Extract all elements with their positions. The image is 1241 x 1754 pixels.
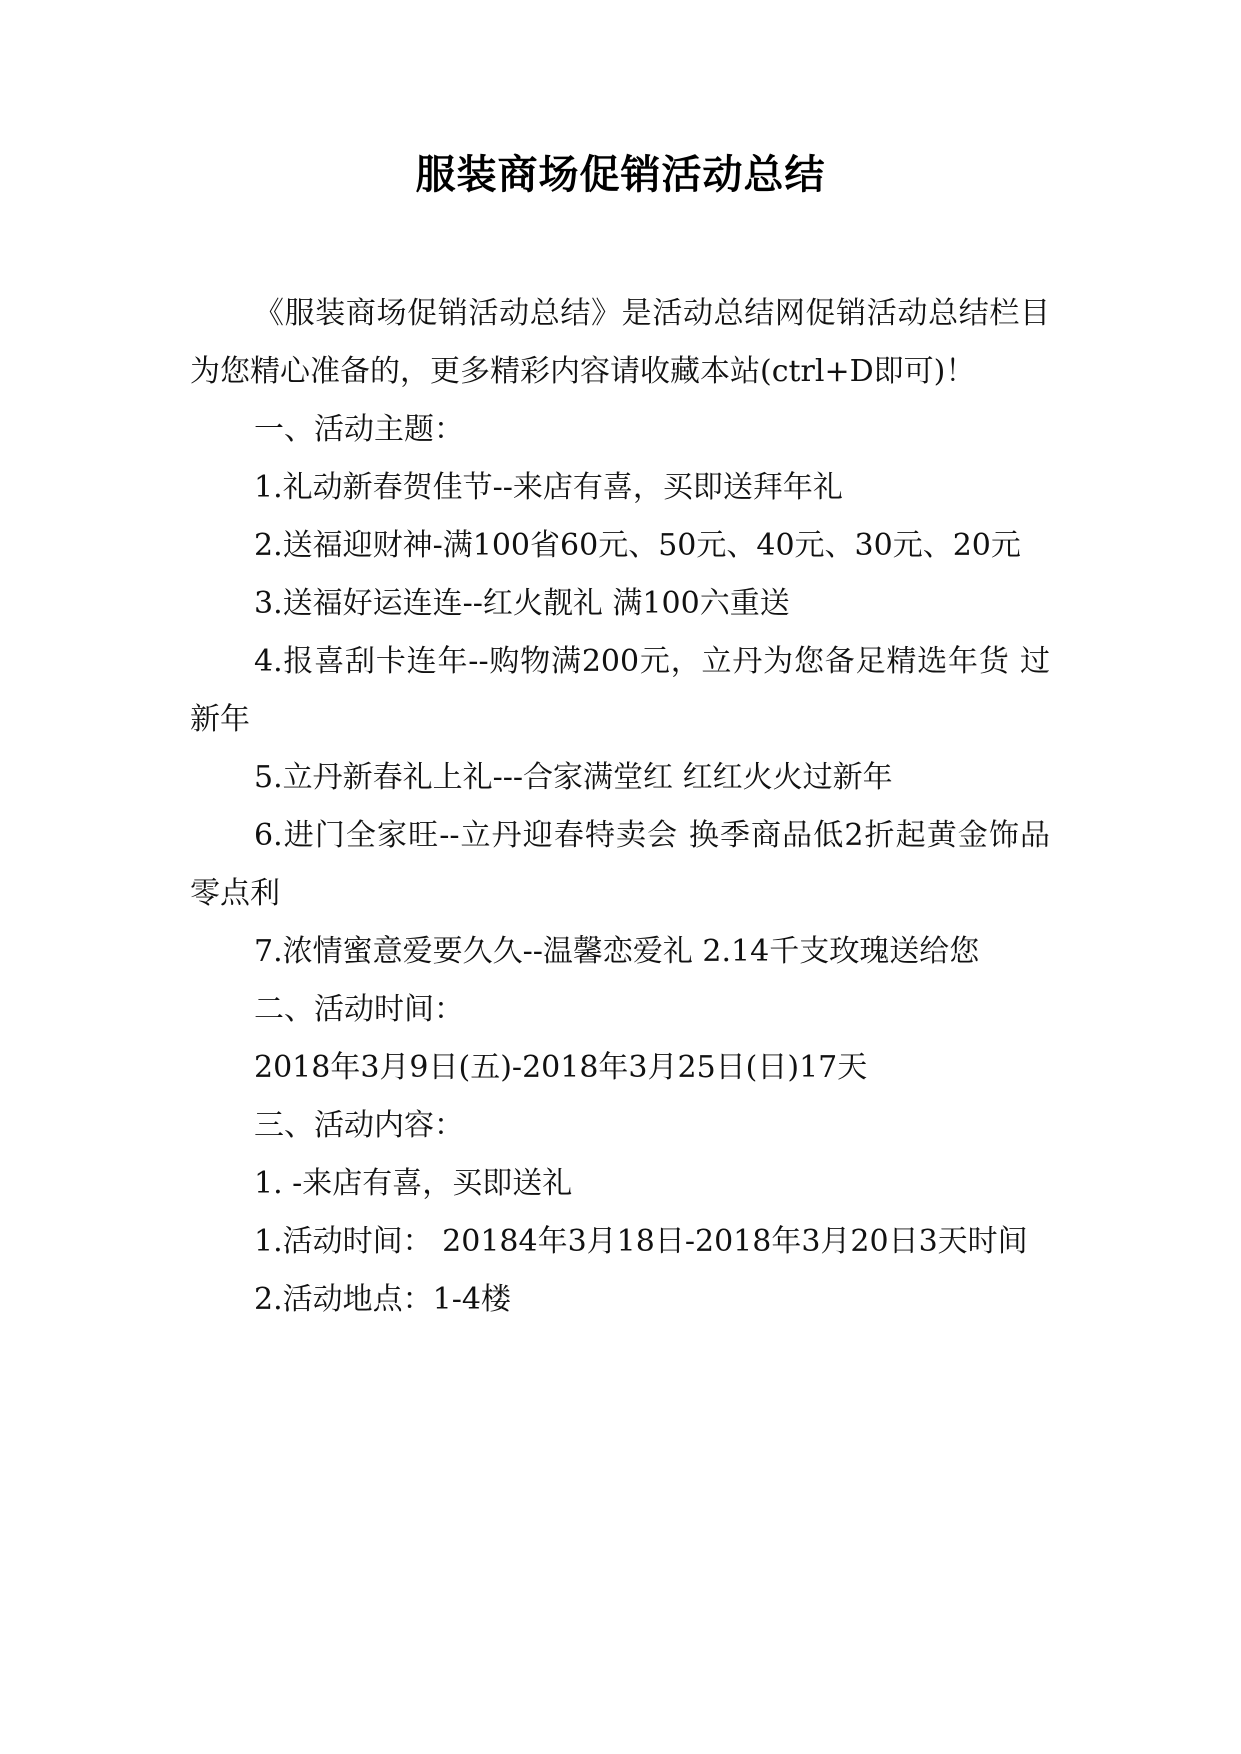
content-detail-location: 2.活动地点：1-4楼: [254, 1282, 511, 1317]
content-detail-time: 1.活动时间： 20184年3月18日-2018年3月20日3天时间: [254, 1224, 1028, 1259]
section-heading-theme: 一、活动主题：: [254, 412, 464, 447]
theme-item-5: 5.立丹新春礼上礼---合家满堂红 红红火火过新年: [254, 760, 893, 795]
section-heading-time: 二、活动时间：: [254, 992, 464, 1027]
theme-item-1: 1.礼动新春贺佳节--来店有喜，买即送拜年礼: [254, 470, 843, 505]
theme-item-4: 4.报喜刮卡连年--购物满200元，立丹为您备足精选年货 过新年: [190, 644, 1050, 737]
theme-item-3: 3.送福好运连连--红火靓礼 满100六重送: [254, 586, 790, 621]
theme-item-6: 6.进门全家旺--立丹迎春特卖会 换季商品低2折起黄金饰品零点利: [190, 818, 1050, 911]
section-heading-content: 三、活动内容：: [254, 1108, 464, 1143]
theme-item-2: 2.送福迎财神-满100省60元、50元、40元、30元、20元: [254, 528, 1021, 563]
intro-paragraph: 《服装商场促销活动总结》是活动总结网促销活动总结栏目为您精心准备的，更多精彩内容请收藏本站(ctrl+D即可)！: [190, 296, 1050, 389]
activity-date-range: 2018年3月9日(五)-2018年3月25日(日)17天: [254, 1050, 868, 1085]
theme-item-7: 7.浓情蜜意爱要久久--温馨恋爱礼 2.14千支玫瑰送给您: [254, 934, 980, 969]
document-title: 服装商场促销活动总结: [415, 151, 826, 198]
content-item-1: 1. -来店有喜，买即送礼: [254, 1166, 573, 1201]
document-body: [190, 285, 1050, 1329]
